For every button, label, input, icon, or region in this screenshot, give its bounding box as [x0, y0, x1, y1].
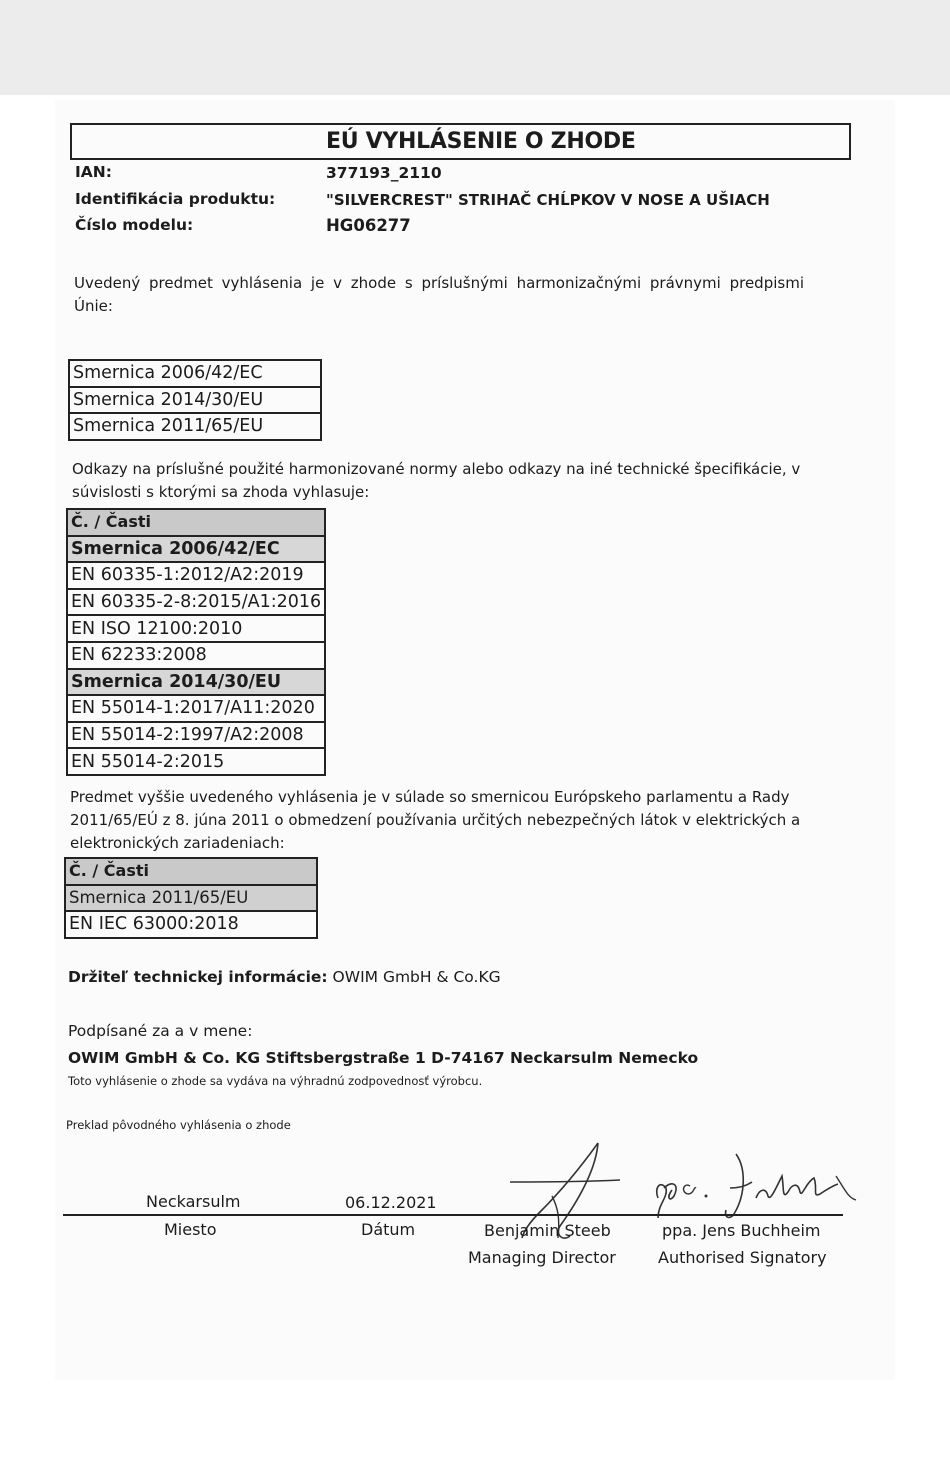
- top-band: [0, 0, 950, 95]
- rohs-text: Predmet vyššie uvedeného vyhlásenia je v súlade so smernicou Európskeho parlamentu a Rady 2011/65/EÚ z 8. júna 2011 o obmedzení používania určitých nebezpečných látok v elektrických a elektronických zariadeniach:: [70, 788, 801, 852]
- signer1-title: Managing Director: [468, 1248, 616, 1267]
- table-standard-row: EN 62233:2008: [67, 642, 325, 669]
- date-label: Dátum: [361, 1220, 416, 1239]
- holder-line: [68, 968, 501, 986]
- table-directive-row: Smernica 2006/42/EC: [67, 536, 325, 563]
- rohs-table: [64, 857, 318, 939]
- place-label: Miesto: [164, 1220, 217, 1239]
- table-standard-row: EN ISO 12100:2010: [67, 615, 325, 642]
- product-value: "SILVERCREST" STRIHAČ CHĹPKOV V NOSE A UŠIACH: [326, 191, 770, 209]
- table-standard-row: EN 55014-2:1997/A2:2008: [67, 722, 325, 749]
- standards-intro: Odkazy na príslušné použité harmonizované normy alebo odkazy na iné technické špecifikácie, v súvislosti s ktorými sa zhoda vyhlasuje:: [72, 460, 801, 501]
- table-header: Č. / Časti: [67, 509, 325, 536]
- signature-line: [63, 1214, 843, 1216]
- document-title: EÚ VYHLÁSENIE O ZHODE: [326, 129, 636, 154]
- signer2-name: ppa. Jens Buchheim: [662, 1221, 821, 1240]
- intro-text: Uvedený predmet vyhlásenia je v zhode s príslušnými harmonizačnými právnymi predpismi Únie:: [74, 274, 804, 315]
- title-box: [70, 123, 851, 160]
- table-standard-row: EN 55014-1:2017/A11:2020: [67, 695, 325, 722]
- company-address: OWIM GmbH & Co. KG Stiftsbergstraße 1 D-74167 Neckarsulm Nemecko: [68, 1049, 699, 1067]
- model-label: Číslo modelu:: [75, 216, 194, 234]
- table-standard-row: EN 60335-2-8:2015/A1:2016: [67, 589, 325, 616]
- table-directive-row: Smernica 2011/65/EU: [65, 885, 317, 912]
- standards-table: [66, 508, 326, 776]
- holder-value: OWIM GmbH & Co.KG: [332, 968, 501, 986]
- table-standard-row: EN 55014-2:2015: [67, 748, 325, 775]
- table-standard-row: EN 60335-1:2012/A2:2019: [67, 562, 325, 589]
- directive-cell: Smernica 2014/30/EU: [69, 387, 321, 414]
- table-standard-row: EN IEC 63000:2018: [65, 911, 317, 938]
- directive-cell: Smernica 2006/42/EC: [69, 360, 321, 387]
- signer1-name: Benjamin Steeb: [484, 1221, 611, 1240]
- table-directive-row: Smernica 2014/30/EU: [67, 669, 325, 696]
- place-value: Neckarsulm: [146, 1192, 241, 1211]
- directives-table: [68, 359, 322, 441]
- table-header: Č. / Časti: [65, 858, 317, 885]
- translation-note: Preklad pôvodného vyhlásenia o zhode: [66, 1118, 291, 1132]
- signer2-title: Authorised Signatory: [658, 1248, 827, 1267]
- holder-label: Držiteľ technickej informácie:: [68, 968, 328, 986]
- product-label: Identifikácia produktu:: [75, 190, 276, 208]
- ian-label: IAN:: [75, 163, 112, 181]
- signature-buchheim: [650, 1148, 860, 1228]
- model-value: HG06277: [326, 216, 411, 235]
- date-value: 06.12.2021: [345, 1193, 437, 1212]
- responsibility-note: Toto vyhlásenie o zhode sa vydáva na výhradnú zodpovednosť výrobcu.: [68, 1074, 483, 1088]
- directive-cell: Smernica 2011/65/EU: [69, 413, 321, 440]
- signed-label: Podpísané za a v mene:: [68, 1022, 253, 1040]
- ian-value: 377193_2110: [326, 164, 442, 182]
